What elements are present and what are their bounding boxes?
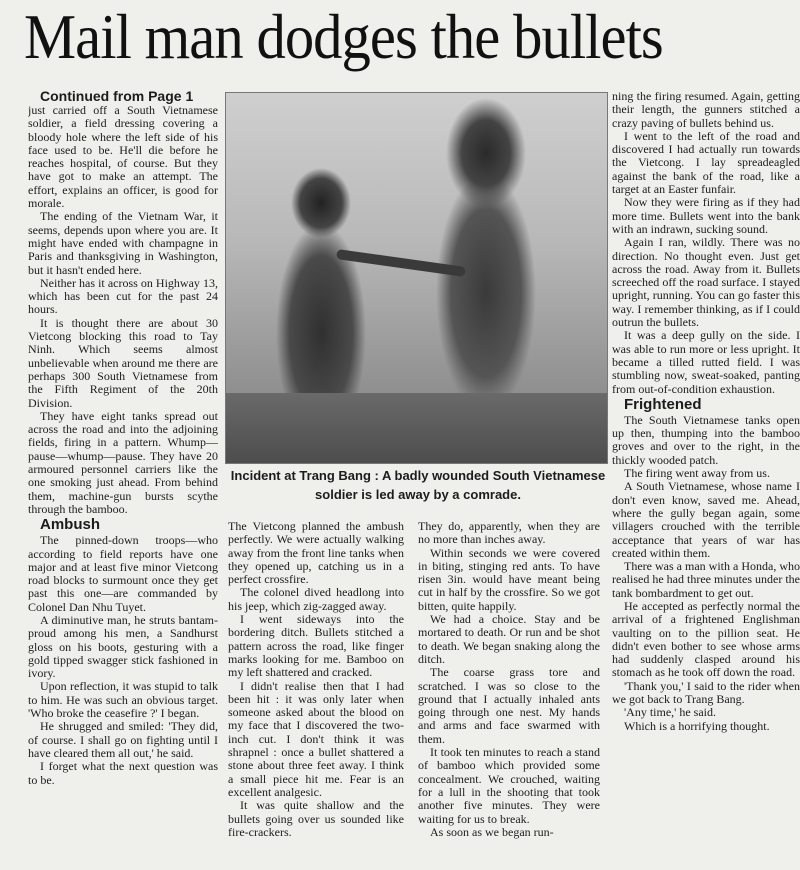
- paragraph: As soon as we began run-: [430, 824, 554, 839]
- column-4: [612, 90, 800, 870]
- column-2: [228, 520, 404, 870]
- paragraph: The Vietcong planned the ambush perfectly. We were actually walking away from the front line tanks when they opened up, catching us in a perfect crossfire.: [228, 520, 404, 587]
- paragraph: He accepted as perfectly normal the arrival of a frightened Englishman vaulting on to the pillion seat. He didn't even bother to see whose arms had suddenly clasped around his stomach as he took off down the road.: [612, 598, 800, 680]
- paragraph: The pinned-down troops—who according to field reports have one major and at least five minor Vietcong road blocks to surmount once they get past this one—are commanded by Colonel Dan Nhu Tuyet.: [28, 533, 218, 614]
- paragraph: I forget what the next question was to be.: [28, 759, 218, 787]
- paragraph: The ending of the Vietnam War, it seems, depends upon where you are. It might have ended with champagne in Paris and thanksgiving in Washington, but it hasn't ended here.: [28, 209, 218, 277]
- paragraph: Neither has it across on Highway 13, which has been cut for the past 24 hours.: [28, 275, 218, 317]
- paragraph: 'Thank you,' I said to the rider when we got back to Trang Bang.: [612, 678, 800, 707]
- news-photo: [225, 92, 608, 464]
- paragraph: It took ten minutes to reach a stand of bamboo which provided some concealment. We crouched, waiting for a lull in the shooting that took another five minutes. They were waiting for us to break.: [418, 745, 600, 826]
- paragraph: The firing went away from us.: [624, 466, 770, 481]
- photo-detail: [336, 249, 466, 277]
- paragraph: I went to the left of the road and discovered I had actually run towards the Vietcong. I lay spreadeagled against the bank of the road, like a target at an Easter funfair.: [612, 128, 800, 197]
- paragraph: Within seconds we were covered in biting, stinging red ants. To have risen 3in. would have meant being cut in half by the crossfire. So we got bitten, quite happily.: [418, 545, 600, 613]
- paragraph: I went sideways into the bordering ditch. Bullets stitched a pattern across the road, like finger marks looking for me. Bamboo on my left shattered and cracked.: [228, 612, 404, 680]
- paragraph: The South Vietnamese tanks open up then, thumping into the bamboo groves and over to the right, in the thickly wooded patch.: [612, 412, 800, 467]
- paragraph: Again I ran, wildly. There was no direction. No thought even. Just get across the road. Away from it. Bullets screeched off the road surface. I stayed upright, running. You can go faster this way. I remember thinking, as if I could outrun the bullets.: [612, 235, 800, 330]
- subhead-ambush: Ambush: [40, 516, 100, 534]
- paragraph: 'Any time,' he said.: [624, 705, 716, 720]
- paragraph: Upon reflection, it was stupid to talk to him. He was such an obvious target. 'Who broke the ceasefire ?' I began.: [28, 679, 218, 721]
- photo-caption: Incident at Trang Bang : A badly wounded South Vietnamese soldier is led away by a comrade.: [230, 468, 606, 502]
- headline: Mail man dodges the bullets: [24, 2, 663, 72]
- paragraph: I didn't realise then that I had been hit : it was only later when someone asked about the blood on my face that I discovered the two-inch cut. I don't think it was shrapnel : once a bullet shattered a stone about three feet away. I think a small piece hit me. Fear is an excellent analgesic.: [228, 678, 404, 799]
- photo-detail: [226, 393, 607, 463]
- paragraph: He shrugged and smiled: 'They did, of course. I shall go on fighting until I have cleared them all out,' he said.: [28, 719, 218, 760]
- paragraph: We had a choice. Stay and be mortared to death. Or run and be shot to death. We began snaking along the ditch.: [418, 612, 600, 666]
- paragraph: It is thought there are about 30 Vietcong blocking this road to Tay Ninh. Which seems almost unbelievable when around me there are perhaps 300 South Vietnamese from the Fifth Regiment of the 20th Division.: [28, 315, 218, 410]
- paragraph: just carried off a South Vietnamese soldier, a field dressing covering a bloody hole where the left side of his face used to be. He'll die before he reaches hospital, of course. But they have got to make an attempt. The effort, explains an officer, is good for morale.: [28, 103, 218, 211]
- paragraph: A diminutive man, he struts bantam-proud among his men, a Sandhurst gloss on his boots, gesturing with a gold tipped swagger stick fashioned in ivory.: [28, 612, 218, 681]
- paragraph: Now they were firing as if they had more time. Bullets went into the bank with an indrawn, sucking sound.: [612, 195, 800, 236]
- column-3: [418, 520, 600, 870]
- paragraph: Which is a horrifying thought.: [624, 718, 770, 733]
- paragraph: It was a deep gully on the side. I was able to run more or less upright. It became a tilled rutted field. I was stumbling now, sweat-soaked, panting from out-of-condition exhaustion.: [612, 328, 800, 396]
- paragraph: There was a man with a Honda, who realised he had three minutes under the tank bombardment to get out.: [612, 559, 800, 600]
- paragraph: They do, apparently, when they are no more than inches away.: [418, 520, 600, 547]
- paragraph: The coarse grass tore and scratched. I was so close to the ground that I actually inhaled ants going through one nest. My hands and arms and face swarmed with them.: [418, 665, 600, 746]
- paragraph: ning the firing resumed. Again, getting their length, the gunners stitched a crazy paving of bullets behind us.: [612, 90, 800, 130]
- column-1: [28, 88, 218, 870]
- paragraph: They have eight tanks spread out across the road and into the adjoining fields, firing in a pattern. Whump—pause—whump—pause. They have 20 armoured personnel carriers like the one smoking just ahead. From behind them, machine-gun bursts scythe through the bamboo.: [28, 408, 218, 516]
- paragraph: A South Vietnamese, whose name I don't even know, saved me. Ahead, where the gully began again, some villagers crouched with the terrible acceptance that years of war has created within them.: [612, 479, 800, 560]
- paragraph: It was quite shallow and the bullets going over us sounded like fire-crackers.: [228, 798, 404, 839]
- kicker: Continued from Page 1: [40, 88, 194, 104]
- subhead-frightened: Frightened: [624, 395, 702, 413]
- paragraph: The colonel dived headlong into his jeep, which zig-zagged away.: [228, 585, 404, 613]
